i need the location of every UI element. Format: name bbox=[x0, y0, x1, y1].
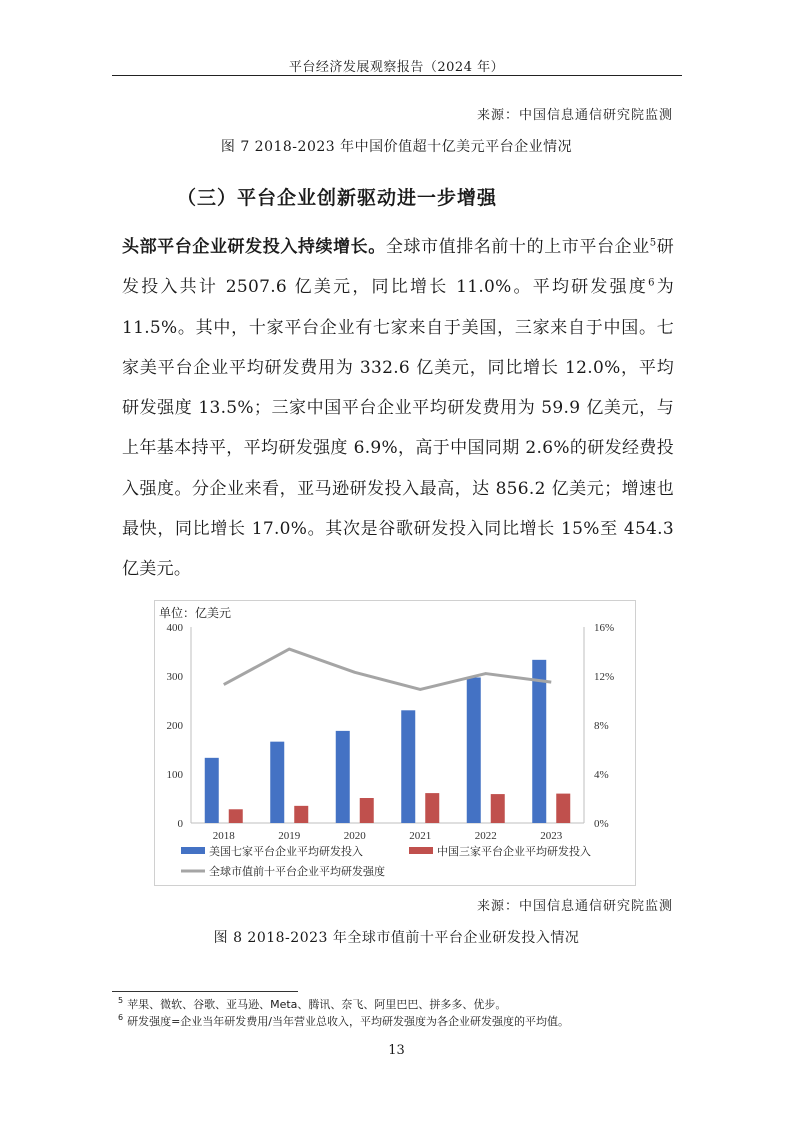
right-tick-label: 4% bbox=[594, 769, 609, 781]
footnote-6 bbox=[118, 1013, 569, 1029]
line-rd-intensity bbox=[224, 649, 552, 689]
paragraph-part3: 为 11.5%。其中，十家平台企业有七家来自于美国，三家来自于中国。七家美平台企业平均研发费用为 332.6 亿美元，同比增长 12.0%，平均研发强度 13.5%；三家中国平台企业平均研发费用为 59.9 亿美元，与上年基本持平，平均研发强度 6.9%，高于中国同期 2.6%的研发经费投入强度。分企业来看，亚马逊研发投入最高，达 856.2 亿美元；增速也最快，同比增长 17.0%。其次是谷歌研发投入同比增长 15%至 454.3 亿美元。 bbox=[122, 277, 674, 580]
footnote-5 bbox=[118, 996, 506, 1012]
footnote-text-5: 苹果、微软、谷歌、亚马逊、Meta、腾讯、奈飞、阿里巴巴、拼多多、优步。 bbox=[127, 998, 507, 1011]
left-tick-label: 0 bbox=[177, 818, 183, 830]
legend-label-us: 美国七家平台企业平均研发投入 bbox=[209, 846, 363, 858]
left-tick-label: 100 bbox=[166, 769, 183, 781]
bar-us bbox=[467, 677, 481, 823]
x-tick-label: 2023 bbox=[540, 830, 563, 842]
bar-us bbox=[205, 758, 219, 823]
page-header: 平台经济发展观察报告（2024 年） bbox=[288, 60, 505, 75]
page-number: 13 bbox=[388, 1043, 405, 1058]
figure8-caption: 图 8 2018-2023 年全球市值前十平台企业研发投入情况 bbox=[213, 930, 580, 946]
section-heading: （三）平台企业创新驱动进一步增强 bbox=[177, 187, 498, 209]
paragraph-part2: 研发投入共计 2507.6 亿美元，同比增长 11.0%。平均研发强度 bbox=[122, 237, 675, 298]
bar-cn bbox=[425, 793, 439, 823]
footnote-rule bbox=[112, 991, 298, 992]
chart-unit-label: 单位：亿美元 bbox=[159, 606, 232, 620]
footnote-mark-5: 5 bbox=[118, 996, 124, 1006]
right-tick-label: 8% bbox=[594, 720, 609, 732]
chart-svg bbox=[155, 601, 635, 885]
figure8-source: 来源：中国信息通信研究院监测 bbox=[476, 899, 673, 914]
legend-label-cn: 中国三家平台企业平均研发投入 bbox=[437, 846, 591, 858]
x-tick-label: 2019 bbox=[278, 830, 301, 842]
bar-cn bbox=[491, 794, 505, 823]
bar-cn bbox=[229, 809, 243, 823]
legend-swatch-us bbox=[181, 847, 205, 854]
bar-us bbox=[401, 710, 415, 823]
paragraph-lead: 头部平台企业研发投入持续增长。 bbox=[122, 237, 386, 257]
bar-cn bbox=[294, 806, 308, 823]
figure7-caption: 图 7 2018-2023 年中国价值超十亿美元平台企业情况 bbox=[220, 139, 573, 155]
header-rule bbox=[112, 75, 682, 76]
left-tick-label: 300 bbox=[166, 671, 183, 683]
right-tick-label: 12% bbox=[594, 671, 615, 683]
legend-label-intensity: 全球市值前十平台企业平均研发强度 bbox=[209, 866, 385, 878]
left-tick-label: 200 bbox=[166, 720, 183, 732]
footnote-ref-6[interactable]: 6 bbox=[648, 277, 655, 289]
x-tick-label: 2021 bbox=[409, 830, 432, 842]
x-tick-label: 2020 bbox=[343, 830, 366, 842]
paragraph-part1: 全球市值排名前十的上市平台企业 bbox=[385, 237, 650, 257]
right-tick-label: 0% bbox=[594, 818, 609, 830]
legend-swatch-cn bbox=[409, 847, 433, 854]
bar-us bbox=[270, 742, 284, 823]
right-tick-label: 16% bbox=[594, 622, 615, 634]
footnote-ref-5[interactable]: 5 bbox=[649, 237, 657, 249]
bar-cn bbox=[556, 794, 570, 823]
footnote-text-6: 研发强度=企业当年研发费用/当年营业总收入，平均研发强度为各企业研发强度的平均值。 bbox=[127, 1015, 570, 1028]
bar-us bbox=[336, 731, 350, 823]
footnote-mark-6: 6 bbox=[118, 1013, 124, 1023]
rd-chart bbox=[154, 600, 636, 886]
x-tick-label: 2018 bbox=[212, 830, 235, 842]
bar-us bbox=[532, 660, 546, 823]
bar-cn bbox=[360, 798, 374, 823]
x-tick-label: 2022 bbox=[474, 830, 497, 842]
left-tick-label: 400 bbox=[166, 622, 183, 634]
figure7-source: 来源：中国信息通信研究院监测 bbox=[476, 108, 673, 123]
body-paragraph bbox=[122, 227, 674, 590]
